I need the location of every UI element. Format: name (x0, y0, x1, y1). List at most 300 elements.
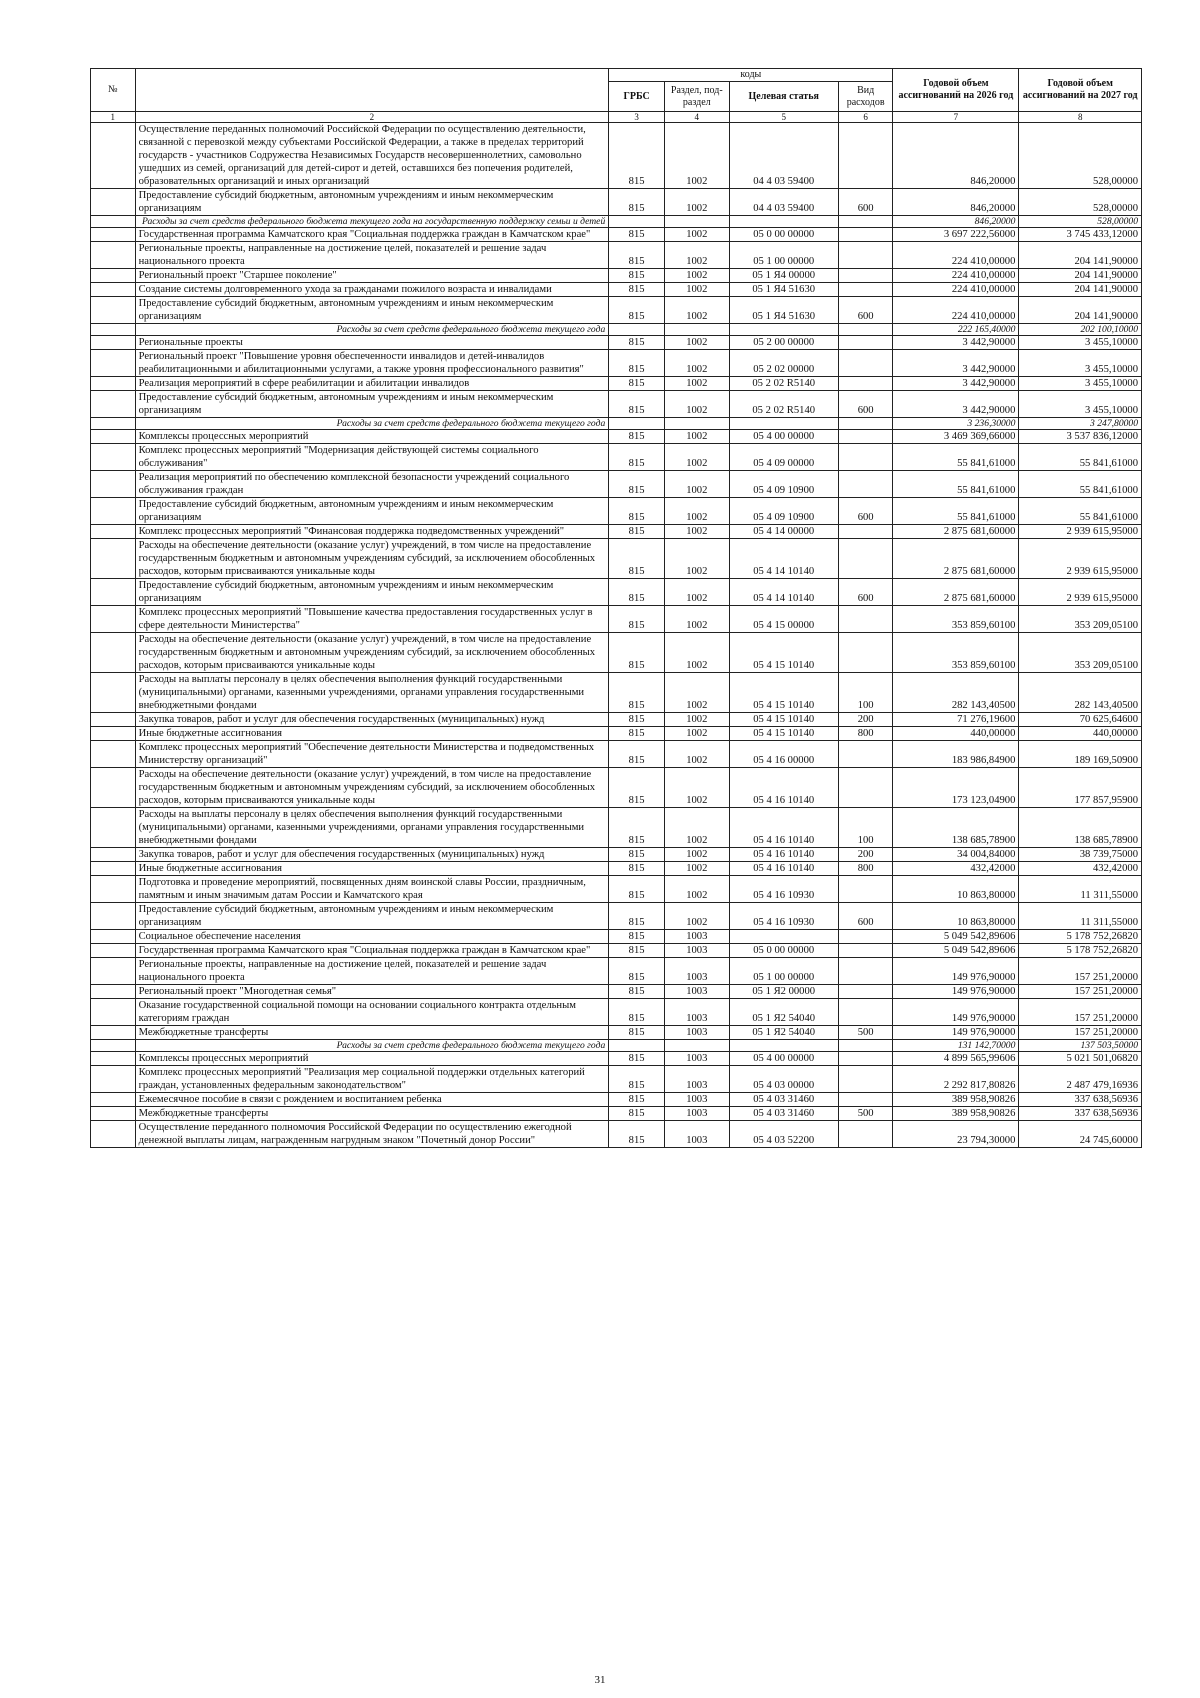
cell-a2026: 224 410,00000 (893, 283, 1019, 297)
cell-razdel: 1003 (664, 1026, 729, 1040)
cell-grbs: 815 (609, 741, 665, 768)
cell-vid (838, 430, 893, 444)
cell-tsel (729, 1040, 838, 1052)
header-codes: коды (609, 69, 893, 82)
colnum-8: 8 (1019, 112, 1142, 123)
cell-tsel: 05 4 15 10140 (729, 713, 838, 727)
cell-a2026: 846,20000 (893, 123, 1019, 189)
cell-a2026: 23 794,30000 (893, 1121, 1019, 1148)
cell-tsel: 05 1 Я4 51630 (729, 283, 838, 297)
cell-a2026: 2 875 681,60000 (893, 579, 1019, 606)
cell-grbs: 815 (609, 930, 665, 944)
cell-num (91, 283, 136, 297)
cell-razdel: 1002 (664, 768, 729, 808)
cell-tsel (729, 216, 838, 228)
cell-num (91, 430, 136, 444)
cell-name: Расходы на выплаты персоналу в целях обеспечения выполнения функций государственными (муниципальными) органами, казенными учреждениями, органами управления государственными внебюджетными фондами (135, 673, 609, 713)
cell-tsel: 05 2 00 00000 (729, 336, 838, 350)
cell-num (91, 444, 136, 471)
cell-vid (838, 985, 893, 999)
cell-name: Комплекс процессных мероприятий "Обеспечение деятельности Министерства и подведомственных Министерству организаций" (135, 741, 609, 768)
cell-num (91, 999, 136, 1026)
cell-a2026: 846,20000 (893, 216, 1019, 228)
cell-tsel: 05 4 16 10140 (729, 848, 838, 862)
cell-razdel: 1002 (664, 673, 729, 713)
cell-a2027: 55 841,61000 (1019, 444, 1142, 471)
cell-num (91, 930, 136, 944)
cell-a2026: 3 442,90000 (893, 377, 1019, 391)
colnum-4: 4 (664, 112, 729, 123)
cell-grbs: 815 (609, 808, 665, 848)
cell-a2026: 138 685,78900 (893, 808, 1019, 848)
cell-vid (838, 123, 893, 189)
table-row (91, 336, 1142, 350)
cell-name: Комплекс процессных мероприятий "Реализация мер социальной поддержки отдельных категорий граждан, установленных федеральным законодательством" (135, 1066, 609, 1093)
cell-razdel: 1002 (664, 269, 729, 283)
cell-name: Региональный проект "Повышение уровня обеспеченности инвалидов и детей-инвалидов реабилитационными и абилитационными услугами, а также уровня профессионального развития" (135, 350, 609, 377)
cell-grbs: 815 (609, 876, 665, 903)
cell-num (91, 1121, 136, 1148)
cell-vid (838, 1121, 893, 1148)
cell-num (91, 876, 136, 903)
table-row (91, 903, 1142, 930)
cell-razdel: 1002 (664, 539, 729, 579)
cell-grbs: 815 (609, 579, 665, 606)
cell-grbs: 815 (609, 539, 665, 579)
budget-table (90, 68, 1142, 1148)
cell-razdel: 1003 (664, 930, 729, 944)
table-row (91, 444, 1142, 471)
cell-razdel: 1002 (664, 189, 729, 216)
header-num: № (91, 69, 136, 112)
cell-a2026: 3 469 369,66000 (893, 430, 1019, 444)
cell-razdel: 1002 (664, 713, 729, 727)
cell-name: Предоставление субсидий бюджетным, автономным учреждениям и иным некоммерческим организациям (135, 498, 609, 525)
cell-grbs: 815 (609, 768, 665, 808)
table-row (91, 1121, 1142, 1148)
cell-a2027: 38 739,75000 (1019, 848, 1142, 862)
cell-a2027: 202 100,10000 (1019, 324, 1142, 336)
cell-razdel: 1002 (664, 579, 729, 606)
cell-num (91, 525, 136, 539)
cell-grbs: 815 (609, 189, 665, 216)
cell-grbs: 815 (609, 498, 665, 525)
cell-razdel: 1002 (664, 606, 729, 633)
cell-a2027: 204 141,90000 (1019, 269, 1142, 283)
cell-grbs: 815 (609, 297, 665, 324)
cell-vid (838, 242, 893, 269)
cell-a2026: 3 442,90000 (893, 350, 1019, 377)
cell-a2027: 3 455,10000 (1019, 391, 1142, 418)
cell-vid (838, 1093, 893, 1107)
cell-a2027: 5 021 501,06820 (1019, 1052, 1142, 1066)
cell-name: Предоставление субсидий бюджетным, автономным учреждениям и иным некоммерческим организациям (135, 903, 609, 930)
cell-grbs: 815 (609, 848, 665, 862)
cell-tsel: 05 4 09 10900 (729, 498, 838, 525)
cell-tsel: 05 4 14 00000 (729, 525, 838, 539)
cell-vid (838, 944, 893, 958)
header-grbs: ГРБС (609, 82, 665, 112)
cell-a2026: 149 976,90000 (893, 958, 1019, 985)
cell-num (91, 336, 136, 350)
cell-a2026: 224 410,00000 (893, 269, 1019, 283)
cell-num (91, 673, 136, 713)
cell-vid (838, 377, 893, 391)
cell-razdel: 1002 (664, 377, 729, 391)
cell-razdel: 1002 (664, 350, 729, 377)
federal-funds-row (91, 324, 1142, 336)
cell-name: Расходы за счет средств федерального бюджета текущего года на государственную поддержку семьи и детей (135, 216, 609, 228)
cell-grbs: 815 (609, 430, 665, 444)
cell-a2026: 3 697 222,56000 (893, 228, 1019, 242)
cell-num (91, 123, 136, 189)
cell-name: Региональные проекты, направленные на достижение целей, показателей и решение задач национального проекта (135, 242, 609, 269)
cell-num (91, 727, 136, 741)
cell-razdel: 1002 (664, 808, 729, 848)
cell-a2026: 440,00000 (893, 727, 1019, 741)
table-row (91, 539, 1142, 579)
cell-grbs (609, 324, 665, 336)
colnum-6: 6 (838, 112, 893, 123)
colnum-2: 2 (135, 112, 609, 123)
cell-num (91, 539, 136, 579)
cell-razdel (664, 216, 729, 228)
cell-num (91, 768, 136, 808)
cell-tsel: 04 4 03 59400 (729, 123, 838, 189)
cell-a2027: 24 745,60000 (1019, 1121, 1142, 1148)
cell-razdel: 1002 (664, 391, 729, 418)
cell-num (91, 606, 136, 633)
cell-tsel: 05 4 09 00000 (729, 444, 838, 471)
cell-vid (838, 216, 893, 228)
cell-name: Реализация мероприятий по обеспечению комплексной безопасности учреждений социального обслуживания граждан (135, 471, 609, 498)
cell-vid (838, 471, 893, 498)
cell-num (91, 1040, 136, 1052)
column-numbers-row (91, 112, 1142, 123)
cell-a2027: 2 939 615,95000 (1019, 579, 1142, 606)
cell-razdel: 1003 (664, 1093, 729, 1107)
cell-name: Иные бюджетные ассигнования (135, 727, 609, 741)
table-row (91, 1107, 1142, 1121)
cell-num (91, 848, 136, 862)
cell-grbs: 815 (609, 350, 665, 377)
cell-grbs: 815 (609, 1121, 665, 1148)
cell-num (91, 903, 136, 930)
cell-vid: 600 (838, 498, 893, 525)
cell-a2026: 149 976,90000 (893, 985, 1019, 999)
cell-tsel: 05 4 16 10140 (729, 808, 838, 848)
cell-a2026: 10 863,80000 (893, 903, 1019, 930)
header-tsel: Целевая статья (729, 82, 838, 112)
table-row (91, 430, 1142, 444)
cell-a2027: 528,00000 (1019, 216, 1142, 228)
table-row (91, 283, 1142, 297)
cell-a2027: 353 209,05100 (1019, 606, 1142, 633)
cell-grbs: 815 (609, 985, 665, 999)
cell-vid (838, 768, 893, 808)
cell-tsel: 05 4 15 10140 (729, 633, 838, 673)
cell-razdel: 1002 (664, 444, 729, 471)
cell-vid (838, 958, 893, 985)
cell-grbs: 815 (609, 944, 665, 958)
cell-a2027: 157 251,20000 (1019, 958, 1142, 985)
cell-name: Социальное обеспечение населения (135, 930, 609, 944)
cell-grbs: 815 (609, 471, 665, 498)
cell-name: Иные бюджетные ассигнования (135, 862, 609, 876)
cell-name: Региональный проект "Многодетная семья" (135, 985, 609, 999)
table-row (91, 958, 1142, 985)
cell-vid: 600 (838, 903, 893, 930)
cell-a2027: 157 251,20000 (1019, 985, 1142, 999)
cell-a2027: 3 745 433,12000 (1019, 228, 1142, 242)
cell-a2027: 440,00000 (1019, 727, 1142, 741)
federal-funds-row (91, 418, 1142, 430)
cell-grbs: 815 (609, 958, 665, 985)
table-row (91, 713, 1142, 727)
cell-razdel: 1002 (664, 498, 729, 525)
cell-tsel: 05 4 03 52200 (729, 1121, 838, 1148)
cell-name: Региональный проект "Старшее поколение" (135, 269, 609, 283)
cell-razdel: 1002 (664, 903, 729, 930)
cell-a2026: 183 986,84900 (893, 741, 1019, 768)
cell-razdel: 1003 (664, 1066, 729, 1093)
cell-grbs: 815 (609, 999, 665, 1026)
table-row (91, 1052, 1142, 1066)
cell-a2027: 3 537 836,12000 (1019, 430, 1142, 444)
cell-a2027: 337 638,56936 (1019, 1107, 1142, 1121)
cell-vid: 500 (838, 1026, 893, 1040)
cell-num (91, 189, 136, 216)
cell-razdel: 1002 (664, 283, 729, 297)
cell-vid (838, 1066, 893, 1093)
cell-vid: 600 (838, 579, 893, 606)
cell-num (91, 324, 136, 336)
cell-tsel: 05 1 Я2 54040 (729, 999, 838, 1026)
cell-razdel: 1003 (664, 1107, 729, 1121)
cell-vid (838, 324, 893, 336)
cell-tsel: 04 4 03 59400 (729, 189, 838, 216)
cell-a2026: 2 292 817,80826 (893, 1066, 1019, 1093)
cell-tsel (729, 324, 838, 336)
cell-num (91, 1026, 136, 1040)
cell-a2027: 204 141,90000 (1019, 283, 1142, 297)
cell-tsel: 05 4 00 00000 (729, 430, 838, 444)
table-row (91, 1066, 1142, 1093)
cell-razdel: 1003 (664, 944, 729, 958)
cell-razdel: 1002 (664, 633, 729, 673)
cell-name: Подготовка и проведение мероприятий, посвященных дням воинской славы России, праздничным, памятным и иным значимым датам России и Камчатского края (135, 876, 609, 903)
colnum-3: 3 (609, 112, 665, 123)
cell-name: Государственная программа Камчатского края "Социальная поддержка граждан в Камчатском крае" (135, 228, 609, 242)
cell-num (91, 498, 136, 525)
cell-grbs: 815 (609, 336, 665, 350)
cell-name: Расходы за счет средств федерального бюджета текущего года (135, 324, 609, 336)
table-row (91, 673, 1142, 713)
cell-vid (838, 350, 893, 377)
cell-vid (838, 444, 893, 471)
cell-a2027: 11 311,55000 (1019, 903, 1142, 930)
cell-vid (838, 539, 893, 579)
cell-a2026: 4 899 565,99606 (893, 1052, 1019, 1066)
table-row (91, 999, 1142, 1026)
cell-name: Комплексы процессных мероприятий (135, 430, 609, 444)
cell-vid (838, 269, 893, 283)
cell-vid: 600 (838, 189, 893, 216)
cell-a2027: 137 503,50000 (1019, 1040, 1142, 1052)
cell-vid: 600 (838, 391, 893, 418)
cell-name: Комплекс процессных мероприятий "Модернизация действующей системы социального обслуживания" (135, 444, 609, 471)
table-row (91, 189, 1142, 216)
cell-num (91, 1066, 136, 1093)
table-row (91, 808, 1142, 848)
cell-a2027: 157 251,20000 (1019, 999, 1142, 1026)
cell-num (91, 471, 136, 498)
table-row (91, 741, 1142, 768)
cell-name: Создание системы долговременного ухода за гражданами пожилого возраста и инвалидами (135, 283, 609, 297)
header-vid: Вид расходов (838, 82, 893, 112)
cell-razdel: 1003 (664, 958, 729, 985)
cell-tsel: 05 1 Я4 51630 (729, 297, 838, 324)
cell-a2027: 353 209,05100 (1019, 633, 1142, 673)
cell-razdel: 1002 (664, 525, 729, 539)
cell-grbs: 815 (609, 444, 665, 471)
cell-num (91, 216, 136, 228)
cell-tsel: 05 0 00 00000 (729, 944, 838, 958)
cell-a2026: 149 976,90000 (893, 1026, 1019, 1040)
cell-name: Межбюджетные трансферты (135, 1107, 609, 1121)
cell-name: Предоставление субсидий бюджетным, автономным учреждениям и иным некоммерческим организациям (135, 579, 609, 606)
cell-grbs: 815 (609, 673, 665, 713)
table-row (91, 876, 1142, 903)
header-name (135, 69, 609, 112)
cell-vid (838, 418, 893, 430)
cell-grbs: 815 (609, 1052, 665, 1066)
cell-grbs (609, 418, 665, 430)
cell-num (91, 579, 136, 606)
cell-vid: 100 (838, 808, 893, 848)
cell-name: Государственная программа Камчатского края "Социальная поддержка граждан в Камчатском крае" (135, 944, 609, 958)
cell-num (91, 985, 136, 999)
colnum-1: 1 (91, 112, 136, 123)
cell-grbs: 815 (609, 727, 665, 741)
cell-a2027: 2 939 615,95000 (1019, 539, 1142, 579)
cell-vid (838, 228, 893, 242)
cell-grbs (609, 216, 665, 228)
table-row (91, 123, 1142, 189)
cell-grbs: 815 (609, 269, 665, 283)
cell-razdel: 1003 (664, 985, 729, 999)
cell-tsel: 05 4 03 31460 (729, 1107, 838, 1121)
cell-vid (838, 930, 893, 944)
cell-name: Расходы на выплаты персоналу в целях обеспечения выполнения функций государственными (муниципальными) органами, казенными учреждениями, органами управления государственными внебюджетными фондами (135, 808, 609, 848)
cell-tsel: 05 4 14 10140 (729, 539, 838, 579)
cell-a2026: 224 410,00000 (893, 297, 1019, 324)
header-2027: Годовой объем ассигнований на 2027 год (1019, 69, 1142, 112)
cell-tsel: 05 4 16 10140 (729, 768, 838, 808)
cell-a2027: 2 939 615,95000 (1019, 525, 1142, 539)
cell-grbs: 815 (609, 1026, 665, 1040)
cell-tsel: 05 1 Я2 54040 (729, 1026, 838, 1040)
cell-tsel: 05 4 09 10900 (729, 471, 838, 498)
cell-num (91, 297, 136, 324)
cell-razdel: 1002 (664, 876, 729, 903)
cell-tsel (729, 930, 838, 944)
cell-a2027: 5 178 752,26820 (1019, 930, 1142, 944)
cell-razdel (664, 1040, 729, 1052)
cell-a2027: 55 841,61000 (1019, 498, 1142, 525)
cell-tsel: 05 2 02 R5140 (729, 391, 838, 418)
cell-tsel: 05 4 15 00000 (729, 606, 838, 633)
cell-a2026: 222 165,40000 (893, 324, 1019, 336)
cell-tsel: 05 4 03 00000 (729, 1066, 838, 1093)
cell-a2027: 282 143,40500 (1019, 673, 1142, 713)
cell-name: Комплексы процессных мероприятий (135, 1052, 609, 1066)
table-body (91, 123, 1142, 1148)
cell-a2027: 157 251,20000 (1019, 1026, 1142, 1040)
cell-a2026: 353 859,60100 (893, 633, 1019, 673)
cell-name: Осуществление переданного полномочия Российской Федерации по осуществлению ежегодной денежной выплаты лицам, награжденным нагрудным знаком "Почетный донор России" (135, 1121, 609, 1148)
cell-vid (838, 525, 893, 539)
table-row (91, 525, 1142, 539)
cell-a2027: 11 311,55000 (1019, 876, 1142, 903)
cell-razdel: 1002 (664, 848, 729, 862)
table-row (91, 848, 1142, 862)
cell-grbs: 815 (609, 228, 665, 242)
cell-name: Осуществление переданных полномочий Российской Федерации по осуществлению деятельности, связанной с перевозкой между субъектами Российской Федерации, а также в пределах территорий государств - участников Содружества Независимых Государств несовершеннолетних, самовольно ушедших из семей, организаций для детей-сирот и детей, оставшихся без попечения родителей, образовательных организаций и иных организаций (135, 123, 609, 189)
cell-tsel: 05 4 15 10140 (729, 673, 838, 713)
cell-name: Комплекс процессных мероприятий "Финансовая поддержка подведомственных учреждений" (135, 525, 609, 539)
cell-a2026: 71 276,19600 (893, 713, 1019, 727)
table-row (91, 1026, 1142, 1040)
cell-a2027: 3 455,10000 (1019, 377, 1142, 391)
table-row (91, 377, 1142, 391)
cell-tsel: 05 2 02 00000 (729, 350, 838, 377)
cell-a2027: 3 455,10000 (1019, 336, 1142, 350)
cell-razdel: 1003 (664, 1121, 729, 1148)
cell-name: Расходы за счет средств федерального бюджета текущего года (135, 418, 609, 430)
cell-name: Расходы за счет средств федерального бюджета текущего года (135, 1040, 609, 1052)
cell-grbs: 815 (609, 391, 665, 418)
cell-grbs: 815 (609, 862, 665, 876)
cell-vid (838, 1052, 893, 1066)
table-row (91, 768, 1142, 808)
cell-name: Расходы на обеспечение деятельности (оказание услуг) учреждений, в том числе на предоставление государственным бюджетным и автономным учреждениям субсидий, за исключением обособленных расходов, которым присваиваются уникальные коды (135, 768, 609, 808)
cell-tsel (729, 418, 838, 430)
table-row (91, 985, 1142, 999)
cell-a2027: 2 487 479,16936 (1019, 1066, 1142, 1093)
cell-a2027: 3 247,80000 (1019, 418, 1142, 430)
cell-vid (838, 336, 893, 350)
cell-a2026: 282 143,40500 (893, 673, 1019, 713)
cell-a2027: 432,42000 (1019, 862, 1142, 876)
cell-vid: 800 (838, 862, 893, 876)
cell-grbs: 815 (609, 606, 665, 633)
table-header (91, 69, 1142, 123)
cell-a2027: 337 638,56936 (1019, 1093, 1142, 1107)
cell-a2026: 353 859,60100 (893, 606, 1019, 633)
cell-num (91, 862, 136, 876)
cell-razdel: 1002 (664, 242, 729, 269)
cell-a2026: 55 841,61000 (893, 471, 1019, 498)
cell-vid: 200 (838, 848, 893, 862)
cell-a2027: 204 141,90000 (1019, 297, 1142, 324)
federal-funds-row (91, 216, 1142, 228)
cell-a2026: 5 049 542,89606 (893, 944, 1019, 958)
cell-a2027: 70 625,64600 (1019, 713, 1142, 727)
cell-num (91, 228, 136, 242)
cell-a2027: 55 841,61000 (1019, 471, 1142, 498)
cell-grbs: 815 (609, 525, 665, 539)
